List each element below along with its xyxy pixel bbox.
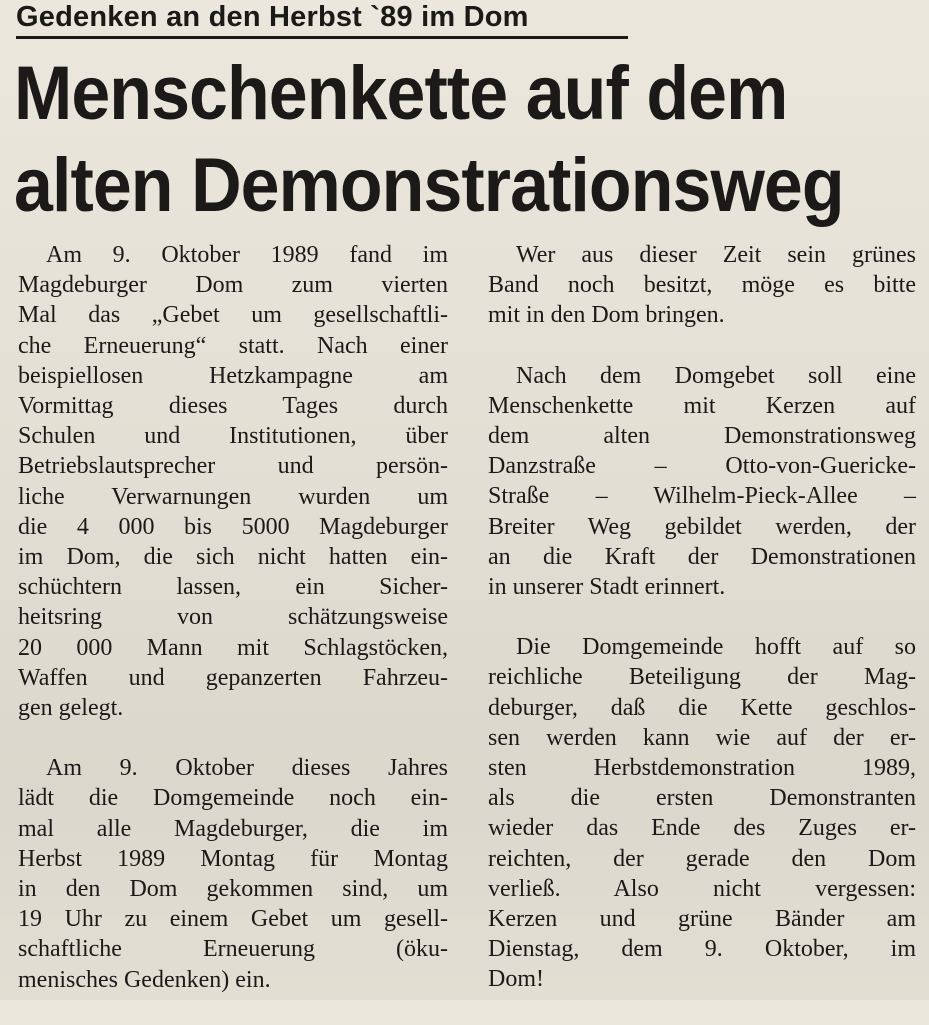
text-line: Nach dem Domgebet soll eine <box>516 362 916 389</box>
text-line: Menschenkette mit Kerzen auf <box>488 392 916 419</box>
text-line: die 4 000 bis 5000 Magdeburger <box>18 513 448 540</box>
text-line: liche Verwarnungen wurden um <box>18 483 448 510</box>
text-line: Magdeburger Dom zum vierten <box>18 272 448 299</box>
text-line: 20 000 Mann mit Schlagstöcken, <box>18 634 448 661</box>
text-line: reichten, der gerade den Dom <box>488 845 916 872</box>
text-line: menisches Gedenken) ein. <box>18 966 271 993</box>
text-line: Schulen und Institutionen, über <box>18 423 448 450</box>
text-line: Dom! <box>488 966 544 993</box>
paragraph-5 <box>488 632 916 994</box>
text-line: Vormittag dieses Tages durch <box>18 393 448 420</box>
text-line: im Dom, die sich nicht hatten ein- <box>18 544 448 571</box>
text-line: verließ. Also nicht vergessen: <box>488 875 916 902</box>
text-line: Danzstraße – Otto-von-Guericke- <box>488 453 916 480</box>
paragraph-1 <box>18 240 448 723</box>
text-line: mal alle Magdeburger, die im <box>18 815 448 842</box>
text-line: schüchtern lassen, ein Sicher- <box>18 574 448 601</box>
text-line: sen werden kann wie auf der er- <box>488 724 916 751</box>
paragraph-3 <box>488 240 916 331</box>
text-line: schaftliche Erneuerung (öku- <box>18 936 448 963</box>
text-line: sten Herbstdemonstration 1989, <box>488 755 916 782</box>
text-line: 19 Uhr zu einem Gebet um gesell- <box>18 906 448 933</box>
text-line: lädt die Domgemeinde noch ein- <box>18 785 448 812</box>
paragraph-2 <box>18 753 448 995</box>
kicker-line: Gedenken an den Herbst `89 im Dom <box>16 0 628 39</box>
text-line: Herbst 1989 Montag für Montag <box>18 845 448 872</box>
text-line: Straße – Wilhelm-Pieck-Allee – <box>488 483 916 510</box>
text-line: Wer aus dieser Zeit sein grünes <box>516 242 916 268</box>
text-line: reichliche Beteiligung der Mag- <box>488 664 916 691</box>
text-line: Band noch besitzt, möge es bitte <box>488 272 916 299</box>
text-line: Die Domgemeinde hofft auf so <box>516 634 916 661</box>
text-line: Am 9. Oktober 1989 fand im <box>46 242 448 268</box>
text-line: Kerzen und grüne Bänder am <box>488 906 916 933</box>
text-line: gen gelegt. <box>18 695 124 722</box>
text-line: heitsring von schätzungsweise <box>18 604 448 631</box>
text-line: che Erneuerung“ statt. Nach einer <box>18 332 448 359</box>
headline-line-2: alten Demonstrationsweg <box>14 143 844 228</box>
text-line: an die Kraft der Demonstrationen <box>488 543 916 570</box>
text-line: in unserer Stadt erinnert. <box>488 574 726 601</box>
text-line: dem alten Demonstrationsweg <box>488 423 916 450</box>
text-line: mit in den Dom bringen. <box>488 302 725 329</box>
text-line: Waffen und gepanzerten Fahrzeu- <box>18 664 448 691</box>
text-line: Dienstag, dem 9. Oktober, im <box>488 936 916 963</box>
right-column <box>488 240 916 1025</box>
text-line: beispiellosen Hetzkampagne am <box>18 362 448 389</box>
left-column <box>18 240 448 1025</box>
text-line: deburger, daß die Kette geschlos- <box>488 694 916 721</box>
text-line: Mal das „Gebet um gesellschaftli- <box>18 302 448 329</box>
text-line: Am 9. Oktober dieses Jahres <box>46 755 448 782</box>
headline <box>14 48 842 232</box>
text-line: als die ersten Demonstranten <box>488 785 916 812</box>
text-line: Breiter Weg gebildet werden, der <box>488 513 916 540</box>
text-line: Betriebslautsprecher und persön- <box>18 453 448 480</box>
text-line: wieder das Ende des Zuges er- <box>488 815 916 842</box>
headline-line-1: Menschenkette auf dem <box>14 51 788 136</box>
paragraph-4 <box>488 361 916 603</box>
text-line: in den Dom gekommen sind, um <box>18 876 448 903</box>
